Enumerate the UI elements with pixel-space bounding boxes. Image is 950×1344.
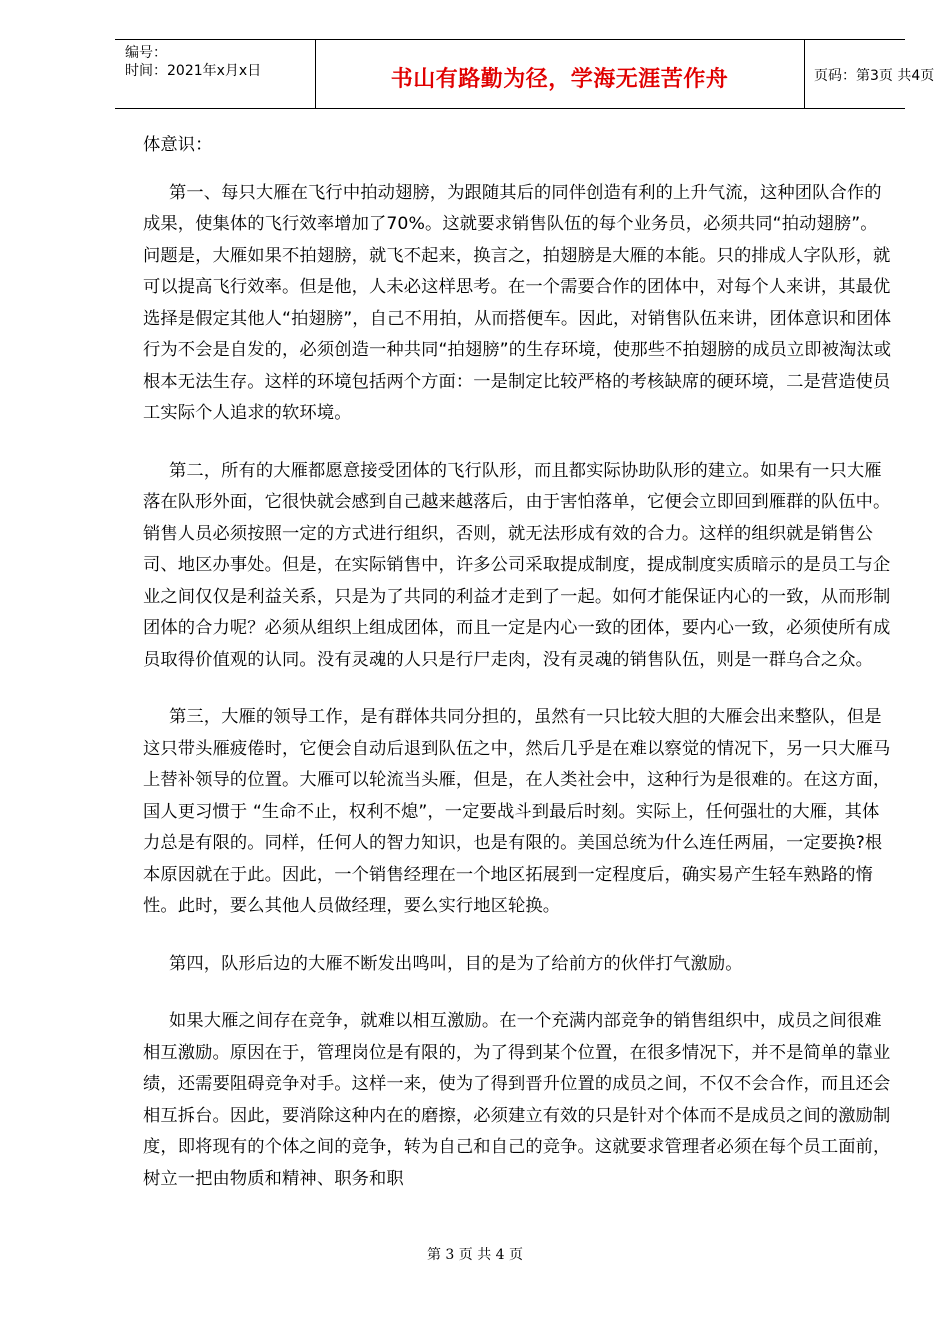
header-page-info: 页码：第3页 共4页 bbox=[814, 68, 935, 84]
paragraph-intro: 体意识： bbox=[143, 135, 213, 155]
header-motto-cell bbox=[315, 40, 805, 108]
time-label: 时间：2021年x月x日 bbox=[125, 63, 262, 79]
page-footer: 第 3 页 共 4 页 bbox=[426, 1247, 524, 1263]
paragraph-fourth-point: 第四，队形后边的大雁不断发出鸣叫，目的是为了给前方的伙伴打气激励。 bbox=[169, 953, 743, 974]
document-body bbox=[143, 130, 893, 1221]
paragraph-second-point: 第二，所有的大雁都愿意接受团体的飞行队形，而且都实际协助队形的建立。如果有一只大雁落在队形外面，它很快就会感到自己越来越落后，由于害怕落单，它便会立即回到雁群的队伍中。 销售人员必须按照一定的方式进行组织，否则，就无法形成有效的合力。这样的组织就是销售公司、地区办事处。但是，在实际销售中，许多公司采取提成制度，提成制度实质暗示的是员工与企业之间仅仅是利益关系，只是为了共同的利益才走到了一起。如何才能保证内心的一致，从而形制团体的合力呢？必须从组织上组成团体，而且一定是内心一致的团体，要内心一致，必须使所有成员取得价值观的认同。没有灵魂的人只是行尸走肉，没有灵魂的销售队伍，则是一群乌合之众。 bbox=[143, 460, 891, 670]
header-meta-cell bbox=[115, 40, 316, 108]
paragraph-third-point: 第三，大雁的领导工作，是有群体共同分担的，虽然有一只比较大胆的大雁会出来整队，但是这只带头雁疲倦时，它便会自动后退到队伍之中，然后几乎是在难以察觉的情况下，另一只大雁马上替补领导的位置。大雁可以轮流当头雁，但是，在人类社会中，这种行为是很难的。在这方面，国人更习惯于 “生命不止，权利不熄”，一定要战斗到最后时刻。实际上，任何强壮的大雁，其体力总是有限的。同样，任何人的智力知识，也是有限的。美国总统为什么连任两届，一定要换?根本原因就在于此。因此，一个销售经理在一个地区拓展到一定程度后，确实易产生轻车熟路的惰性。此时，要么其他人员做经理，要么实行地区轮换。 bbox=[143, 707, 891, 916]
paragraph-first-point: 第一、每只大雁在飞行中拍动翅膀，为跟随其后的同伴创造有利的上升气流，这种团队合作的成果，使集体的飞行效率增加了70%。这就要求销售队伍的每个业务员，必须共同“拍动翅膀”。问题是，大雁如果不拍翅膀，就飞不起来，换言之，拍翅膀是大雁的本能。只的排成人字队形，就可以提高飞行效率。但是他，人未必这样思考。在一个需要合作的团体中，对每个人来讲，其最优选择是假定其他人“拍翅膀”，自己不用拍，从而搭便车。因此，对销售队伍来讲，团体意识和团体行为不会是自发的，必须创造一种共同“拍翅膀”的生存环境，使那些不拍翅膀的成员立即被淘汰或根本无法生存。这样的环境包括两个方面：一是制定比较严格的考核缺席的硬环境，二是营造使员工实际个人追求的软环境。 bbox=[143, 182, 892, 423]
serial-label: 编号： bbox=[125, 45, 167, 61]
motto-text: 书山有路勤为径，学海无涯苦作舟 bbox=[390, 66, 729, 92]
page-header bbox=[115, 39, 935, 109]
paragraph-competition: 如果大雁之间存在竞争，就难以相互激励。在一个充满内部竞争的销售组织中，成员之间很难相互激励。原因在于，管理岗位是有限的，为了得到某个位置，在很多情况下，并不是简单的靠业绩，还需要阻碍竞争对手。这样一来，使为了得到晋升位置的成员之间，不仅不会合作，而且还会相互拆台。因此，要消除这种内在的磨擦，必须建立有效的只是针对个体而不是成员之间的激励制度，即将现有的个体之间的竞争，转为自己和自己的竞争。这就要求管理者必须在每个员工面前，树立一把由物质和精神、职务和职 bbox=[143, 1011, 891, 1189]
header-page-cell bbox=[804, 40, 935, 108]
